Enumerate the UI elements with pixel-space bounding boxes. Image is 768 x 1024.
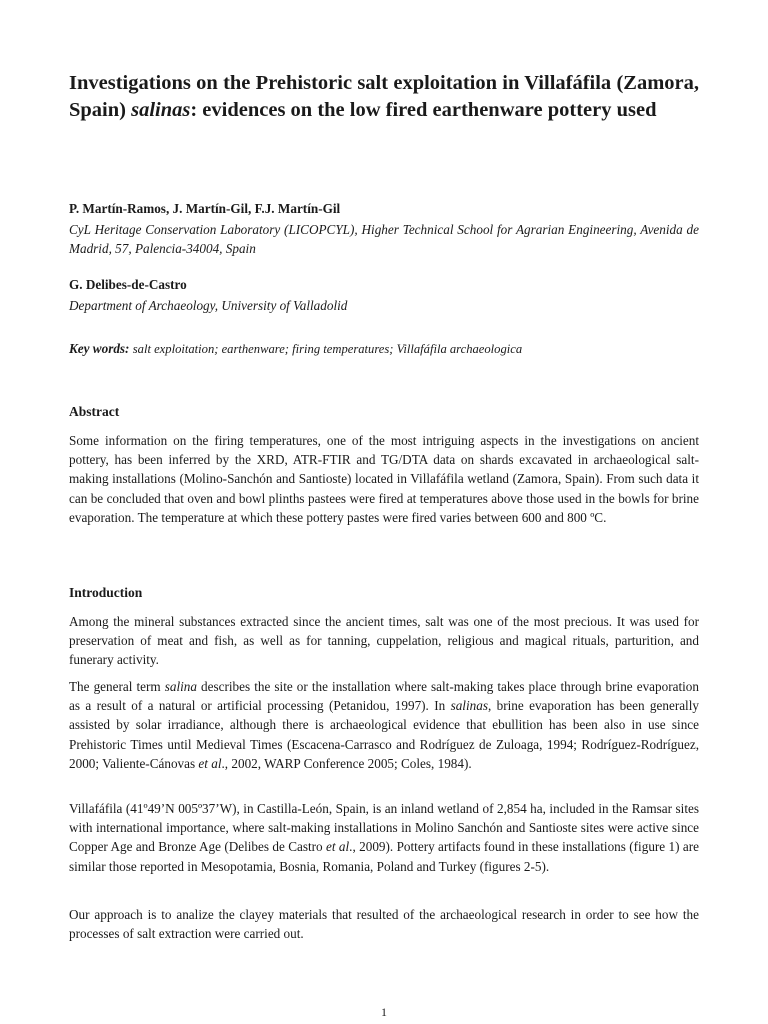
p2-text-e: , brine evaporation has been generally assisted by solar irradiance, although there is archaeological evidence that ebullition has been also in use since Prehistoric Times until Medieval Times (Escacena-Carrasco and Rodríguez de Zuloaga, 1994; Rodríguez-Rodríguez, 2000; Valiente-Cánovas [69, 698, 699, 771]
p2-italic-salinas: salinas [450, 698, 488, 714]
intro-paragraph-3 [69, 799, 699, 876]
page-number: 1 [381, 1005, 387, 1019]
p2-italic-etal: et al [198, 755, 222, 771]
intro-paragraph-2 [69, 677, 699, 773]
p2-text-g: ., 2002, WARP Conference 2005; Coles, 1984). [221, 755, 472, 771]
p3-text-a: Villafáfila (41º49’N 005º37’W), in Castilla-León, Spain, is an inland wetland of 2,854 ha, included in the Ramsar sites with international importance, where salt-making installations in Molino Sanchón and Santioste sites were active since Copper Age and Bronze Age (Delibes de Castro [69, 801, 699, 855]
p3-italic-etal: et al [326, 839, 350, 855]
intro-paragraph-4: Our approach is to analize the clayey materials that resulted of the archaeological research in order to see how the processes of salt extraction were carried out. [69, 907, 699, 942]
keywords-label: Key words: [69, 341, 130, 356]
abstract-text: Some information on the firing temperatures, one of the most intriguing aspects in the investigations on ancient pottery, has been inferred by the XRD, ATR-FTIR and TG/DTA data on shards excavated in archaeological salt-making installations (Molino-Sanchón and Santioste) located in Villafáfila wetland (Zamora, Spain). From such data it can be concluded that oven and bowl plinths pastees were fired at temperatures above those used in the bowls for brine evaporation. The temperature at which these pottery pastes were fired varies between 600 and 800 ºC. [69, 433, 699, 525]
affiliation-2: Department of Archaeology, University of Valladolid [69, 298, 348, 313]
keywords-text: salt exploitation; earthenware; firing temperatures; Villafáfila archaeologica [132, 342, 523, 356]
p2-italic-salina: salina [164, 679, 197, 694]
title-italic: salinas [131, 99, 191, 121]
title-part-1: Investigations on the Prehistoric salt exploitation in Villafáfila (Zamora, Spain) [69, 72, 699, 121]
introduction-heading: Introduction [69, 585, 143, 600]
intro-paragraph-1: Among the mineral substances extracted since the ancient times, salt was one of the most precious. It was used for preservation of meat and fish, as well as for tanning, cuppelation, religious and magical rituals, parturition, and funerary activity. [69, 614, 699, 668]
abstract-heading: Abstract [69, 404, 120, 419]
p3-text-c: ., 2009). Pottery artifacts found in these installations (figure 1) are similar those reported in Mesopotamia, Bosnia, Romania, Poland and Turkey (figures 2-5). [69, 839, 699, 874]
paper-title [69, 70, 699, 124]
authors-line-1: P. Martín-Ramos, J. Martín-Gil, F.J. Martín-Gil [69, 201, 341, 216]
affiliation-1: CyL Heritage Conservation Laboratory (LICOPCYL), Higher Technical School for Agrarian Engineering, Avenida de Madrid, 57, Palencia-34004, Spain [69, 222, 699, 256]
authors-line-2: G. Delibes-de-Castro [69, 277, 187, 292]
title-part-2: : evidences on the low fired earthenware pottery used [190, 99, 657, 121]
p2-text-c: describes the site or the installation where salt-making takes place through brine evaporation as a result of a natural or artificial processing (Petanidou, 1997). In [69, 679, 699, 714]
p2-text-a: The general term [69, 679, 165, 694]
keywords [69, 341, 699, 357]
